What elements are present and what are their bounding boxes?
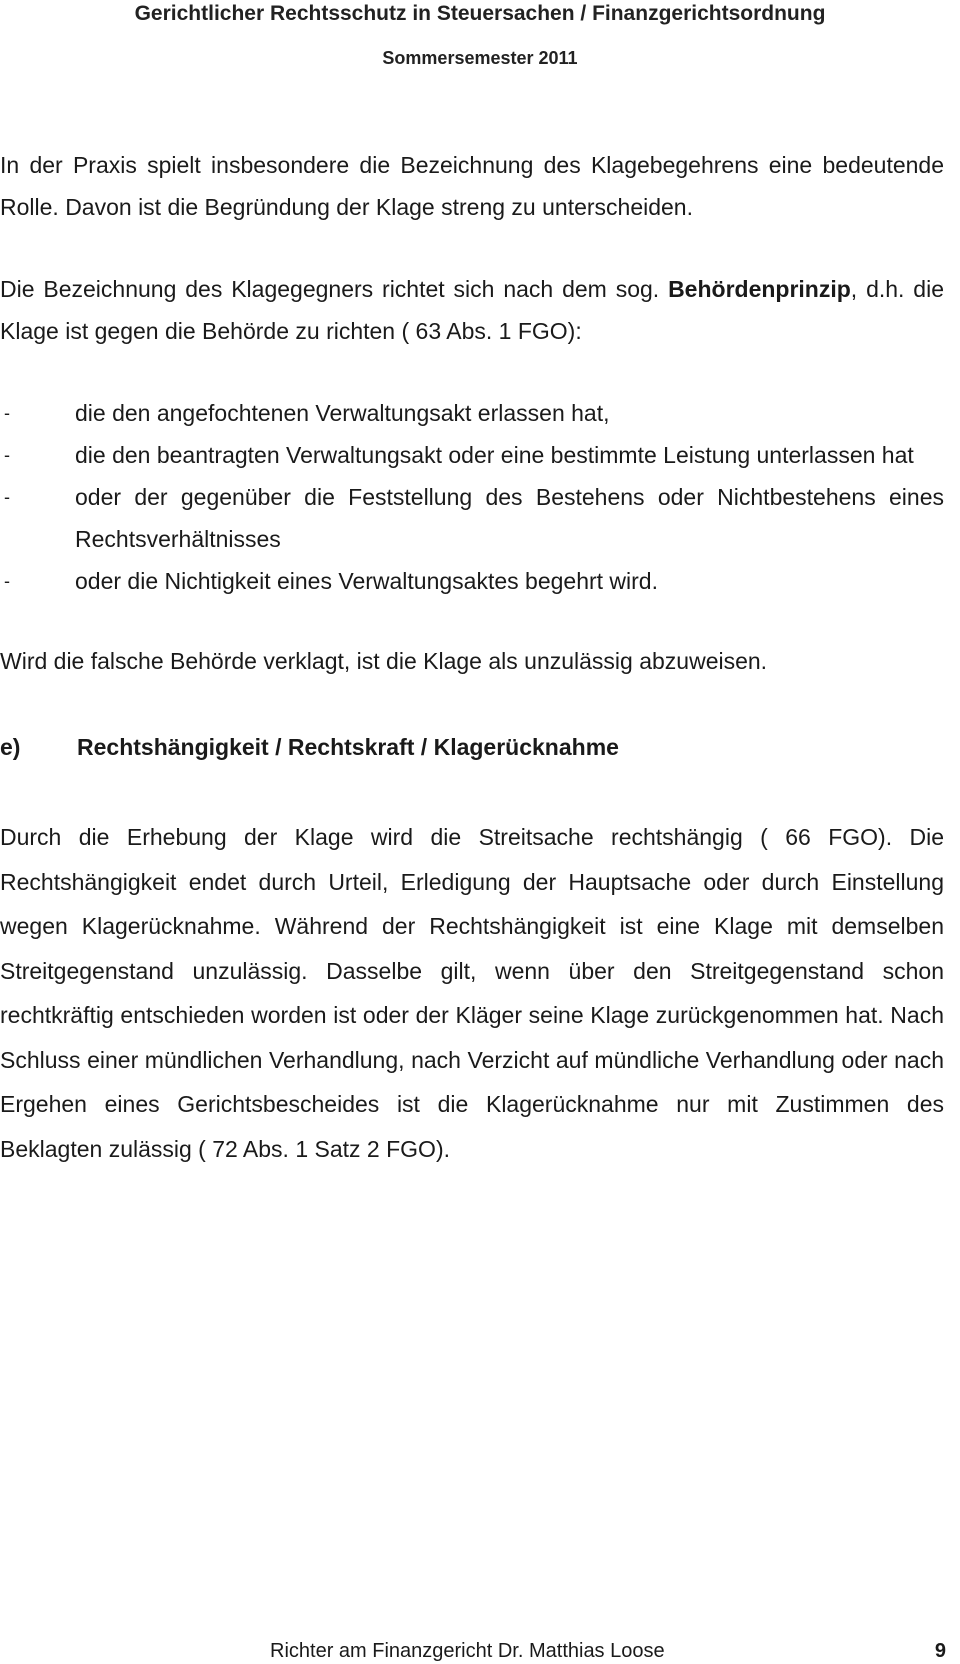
list-marker: - [4, 487, 10, 507]
page-footer [0, 1640, 944, 1664]
list-marker: - [4, 571, 10, 591]
paragraph-bezeichnung [0, 268, 944, 352]
list-marker: - [4, 445, 10, 465]
paragraph-falsche-behoerde: Wird die falsche Behörde verklagt, ist die Klage als unzulässig abzuweisen. [0, 648, 768, 674]
list-item-text: die den beantragten Verwaltungsakt oder eine bestimmte Leistung unterlassen hat [75, 442, 914, 468]
bezeichnung-text-after: , d.h. die Klage ist gegen die Behörde zu richten ( 63 Abs. 1 FGO): [0, 276, 944, 344]
document-body [0, 144, 944, 1171]
section-letter: e) [0, 734, 21, 760]
paragraph-praxis: In der Praxis spielt insbesondere die Bezeichnung des Klagebegehrens eine bedeutende Rolle. Davon ist die Begründung der Klage streng zu unterscheiden. [0, 152, 944, 220]
header-title: Gerichtlicher Rechtsschutz in Steuersachen / Finanzgerichtsordnung [134, 2, 826, 25]
paragraph-rechtshaengigkeit: Durch die Erhebung der Klage wird die Streitsache rechtshängig ( 66 FGO). Die Rechtshängigkeit endet durch Urteil, Erledigung der Hauptsache oder durch Einstellung wegen Klagerücknahme. Während der Rechtshängigkeit ist eine Klage mit demselben Streitgegenstand unzulässig. Dasselbe gilt, wenn über den Streitgegenstand schon rechtkräftig entschieden worden ist oder der Kläger seine Klage zurückgenommen hat. Nach Schluss einer mündlichen Verhandlung, nach Verzicht auf mündliche Verhandlung oder nach Ergehen eines Gerichtsbescheides ist die Klagerücknahme nur mit Zustimmen des Beklagten zulässig ( 72 Abs. 1 Satz 2 FGO). [0, 824, 944, 1162]
list-item [0, 434, 944, 476]
list-item [0, 560, 944, 602]
page-number: 9 [934, 1640, 946, 1662]
behoerdenprinzip-term: Behördenprinzip [668, 276, 851, 302]
bezeichnung-text-before: Die Bezeichnung des Klagegegners richtet sich nach dem sog. [0, 276, 660, 302]
footer-author: Richter am Finanzgericht Dr. Matthias Loose [270, 1640, 665, 1662]
list-item-text: die den angefochtenen Verwaltungsakt erlassen hat, [75, 400, 610, 426]
list-item [0, 392, 944, 434]
header-subtitle: Sommersemester 2011 [382, 48, 578, 68]
list-item [0, 476, 944, 560]
list-item-text: oder der gegenüber die Feststellung des Bestehens oder Nichtbestehens eines Rechtsverhältnisses [75, 484, 944, 552]
list-item-text: oder die Nichtigkeit eines Verwaltungsaktes begehrt wird. [75, 568, 658, 594]
list-marker: - [4, 403, 10, 423]
section-title: Rechtshängigkeit / Rechtskraft / Klagerücknahme [77, 734, 619, 760]
section-heading [0, 726, 944, 768]
klagegegner-list [0, 392, 944, 602]
